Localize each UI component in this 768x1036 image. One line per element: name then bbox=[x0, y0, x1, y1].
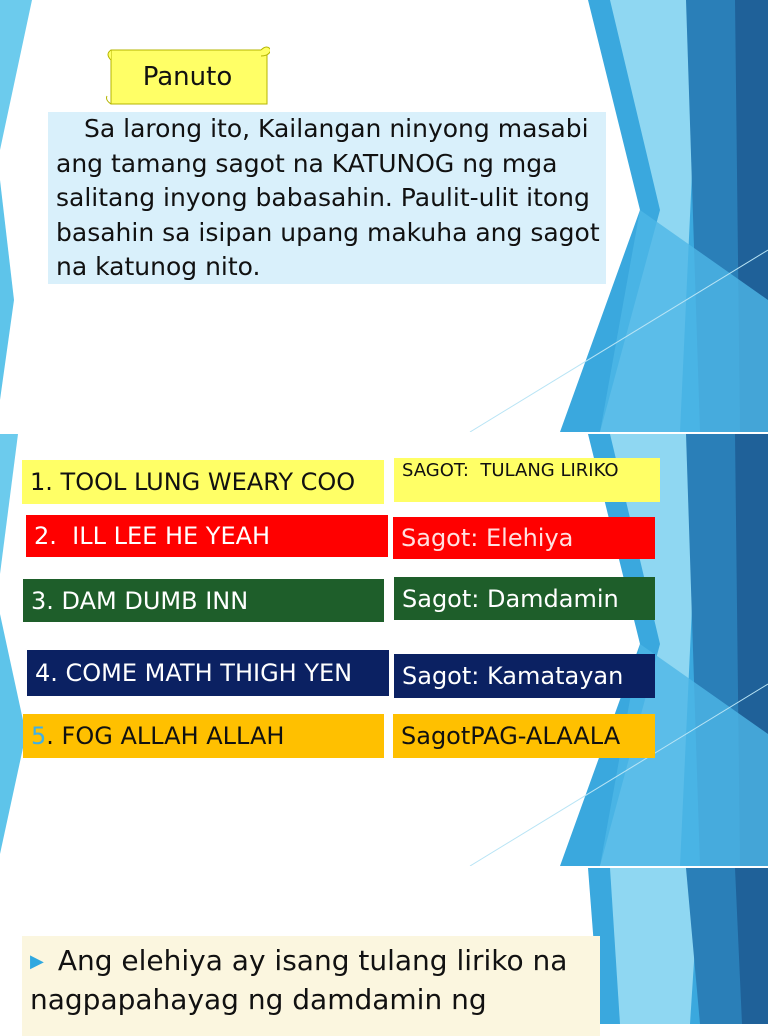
question-text-2: ILL LEE HE YEAH bbox=[56, 522, 271, 550]
question-box-1 bbox=[22, 460, 384, 504]
instructions-box bbox=[48, 112, 606, 284]
question-number-2: 2. bbox=[34, 522, 57, 550]
question-text-3: DAM DUMB INN bbox=[53, 586, 249, 615]
question-text-4: COME MATH THIGH YEN bbox=[57, 659, 353, 687]
question-number-1: 1. bbox=[30, 468, 53, 496]
triangle-bullet-icon: ▶ bbox=[30, 951, 44, 972]
slide-2 bbox=[0, 434, 768, 866]
answer-text-1: SAGOT: TULANG LIRIKO bbox=[402, 460, 619, 481]
question-number-4: 4. bbox=[35, 659, 58, 687]
answer-box-5 bbox=[393, 714, 655, 758]
definition-box bbox=[22, 936, 600, 1036]
answer-box-1 bbox=[394, 458, 660, 502]
answer-box-2 bbox=[393, 517, 655, 559]
answer-text-4: Sagot: Kamatayan bbox=[402, 662, 624, 690]
answer-text-2: Sagot: Elehiya bbox=[401, 524, 574, 552]
answer-box-3 bbox=[394, 577, 655, 620]
instructions-text: Sa larong ito, Kailangan ninyong masabi ang tamang sagot na KATUNOG ng mga salitang inyong babasahin. Paulit-ulit itong basahin sa isipan upang makuha ang sagot na katunog nito. bbox=[56, 114, 600, 281]
question-box-2 bbox=[26, 515, 388, 557]
page-title: Panuto bbox=[142, 62, 233, 92]
question-number-5: 5 bbox=[31, 722, 47, 750]
answer-box-4 bbox=[394, 654, 655, 698]
answer-text-5: SagotPAG-ALAALA bbox=[401, 722, 621, 750]
question-number-3: 3. bbox=[31, 586, 54, 615]
question-box-4 bbox=[27, 650, 389, 696]
question-text-1: TOOL LUNG WEARY COO bbox=[52, 468, 356, 496]
title-scroll-banner bbox=[105, 46, 270, 108]
answer-text-3: Sagot: Damdamin bbox=[402, 584, 619, 613]
slide-1 bbox=[0, 0, 768, 432]
question-box-5 bbox=[23, 714, 384, 758]
question-text-5: . FOG ALLAH ALLAH bbox=[46, 722, 285, 750]
question-box-3 bbox=[23, 579, 384, 622]
definition-text: Ang elehiya ay isang tulang liriko na nagpapahayag ng damdamin ng bbox=[30, 944, 568, 1016]
